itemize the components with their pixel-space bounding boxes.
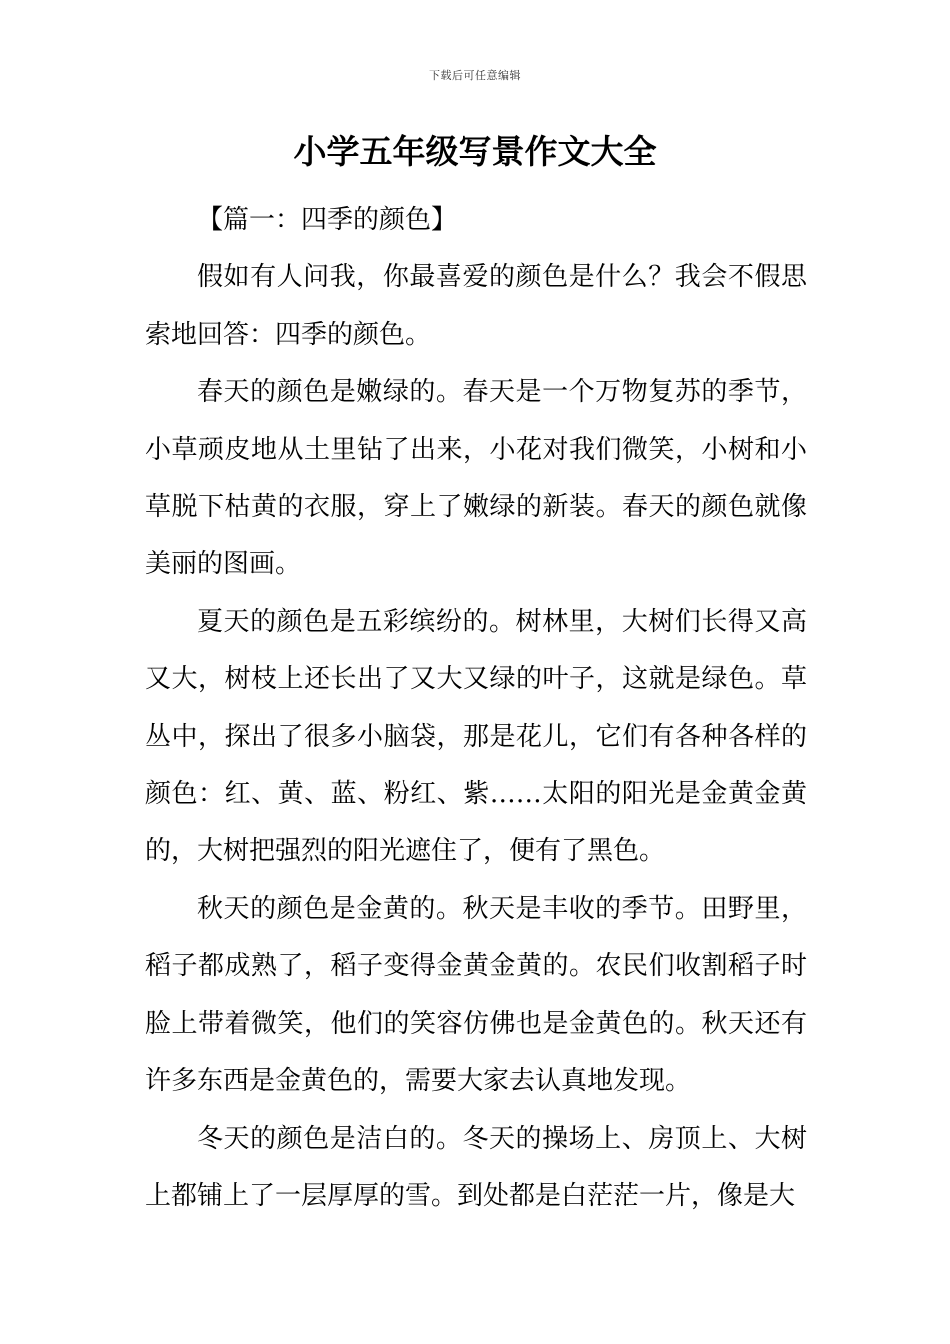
paragraph-spring: 春天的颜色是嫩绿的。春天是一个万物复苏的季节，小草顽皮地从土里钻了出来，小花对我们微笑，小树和小草脱下枯黄的衣服，穿上了嫩绿的新装。春天的颜色就像美丽的图画。 xyxy=(145,377,807,580)
header-note: 下载后可任意编辑 xyxy=(429,69,521,82)
section-title: 【篇一：四季的颜色】 xyxy=(197,205,458,235)
document-body xyxy=(145,192,807,1225)
paragraph-intro: 假如有人问我，你最喜爱的颜色是什么？我会不假思索地回答：四季的颜色。 xyxy=(145,262,807,350)
paragraph-winter: 冬天的颜色是洁白的。冬天的操场上、房顶上、大树上都铺上了一层厚厚的雪。到处都是白茫茫一片，像是大 xyxy=(145,1123,807,1211)
paragraph-autumn: 秋天的颜色是金黄的。秋天是丰收的季节。田野里，稻子都成熟了，稻子变得金黄金黄的。农民们收割稻子时脸上带着微笑，他们的笑容仿佛也是金黄色的。秋天还有许多东西是金黄色的，需要大家去认真地发现。 xyxy=(145,893,807,1097)
paragraph-summer: 夏天的颜色是五彩缤纷的。树林里，大树们长得又高又大，树枝上还长出了又大又绿的叶子，这就是绿色。草丛中，探出了很多小脑袋，那是花儿，它们有各种各样的颜色：红、黄、蓝、粉红、紫……太阳的阳光是金黄金黄的，大树把强烈的阳光遮住了，便有了黑色。 xyxy=(145,606,807,867)
document-title: 小学五年级写景作文大全 xyxy=(293,132,657,171)
